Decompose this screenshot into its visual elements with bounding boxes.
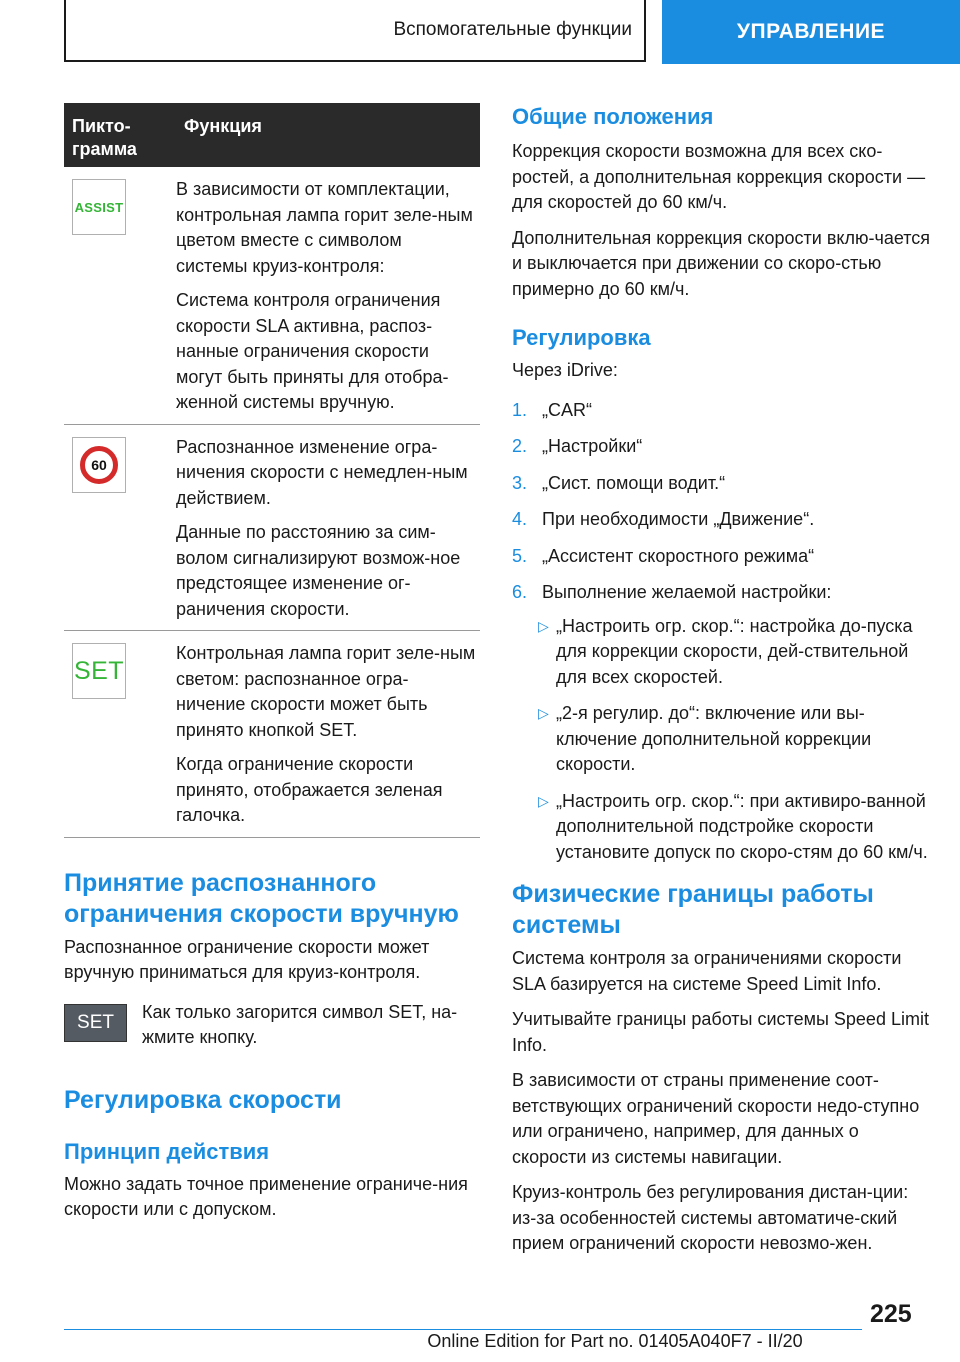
limits-text-4: Круиз-контроль без регулирования дистан-ции: из-за особенностей системы автоматиче-ский прием ограничений скорости невозмо-жен. — [512, 1182, 909, 1253]
limits-text-2: Учитывайте границы работы системы Speed Limit Info. — [512, 1009, 929, 1055]
limits-text-3: В зависимости от страны применение соот-ветствующих ограничений скорости недо-ступно или ограничено, например, для данных о скорости из системы навигации. — [512, 1070, 920, 1167]
step-text: Выполнение желаемой настройки: — [542, 582, 832, 602]
row-text: Когда ограничение скорости принято, отображается зеленая галочка. — [176, 754, 443, 825]
triangle-bullet-icon: ▷ — [538, 705, 549, 721]
header-section-box — [64, 0, 646, 62]
set-indicator-icon — [72, 643, 126, 699]
list-item: 4. При необходимости „Движение“. — [512, 507, 932, 533]
general-text-2: Дополнительная коррекция скорости вклю-чается и выключается при движении со скоро-стью примерно до 60 км/ч. — [512, 227, 931, 299]
substeps-list — [512, 614, 932, 866]
set-button-text: Как только загорится символ SET, на-жмите кнопку. — [142, 1001, 458, 1047]
right-column — [512, 103, 932, 1257]
heading-system-limits: Физические границы работы системы — [512, 880, 874, 939]
list-item: 6. Выполнение желаемой настройки: ▷ „Настроить огр. скор.“: настройка до-пуска для коррекции скорости, дей-ствительной для всех скоростей. ▷ „2-я регулир. до“: включение или вы-ключение дополнительной коррекции скорости. ▷ „Настроить огр. скор.“: при активиро-ванной дополнительной подстройке скорости установите допуск по скоро-стям до 60 км/ч. — [512, 580, 932, 865]
step-text: „Ассистент скоростного режима“ — [542, 545, 815, 566]
limits-text-1: Система контроля за ограничениями скорости SLA базируется на системе Speed Limit Info. — [512, 948, 902, 994]
table-header — [64, 103, 480, 167]
accept-text: Распознанное ограничение скорости может вручную приниматься для круиз-контроля. — [64, 936, 430, 982]
page-number: 225 — [870, 1300, 912, 1328]
row-text: Распознанное изменение огра-ничения скорости с немедлен-ным действием. — [176, 436, 468, 508]
triangle-bullet-icon: ▷ — [538, 617, 549, 634]
left-column — [64, 103, 480, 1223]
principle-text: Можно задать точное применение ограниче-ния скорости или с допуском. — [64, 1173, 468, 1219]
speed-limit-sign — [80, 446, 118, 484]
speed-limit-value: 60 — [91, 456, 107, 473]
assist-indicator-label: ASSIST — [74, 199, 124, 215]
steps-list — [512, 398, 932, 866]
table-header-pictogram-line2: грамма — [72, 139, 137, 159]
header-chapter-tab — [662, 0, 960, 64]
list-item: 2. „Настройки“ — [512, 434, 932, 460]
list-item: 5. „Ассистент скоростного режима“ — [512, 544, 932, 570]
table-row — [64, 425, 480, 632]
list-item: 1. „CAR“ — [512, 398, 932, 424]
heading-accept-limit: Принятие распознанного ограничения скорости вручную — [64, 868, 459, 928]
heading-principle: Принцип действия — [64, 1138, 270, 1164]
general-text-1: Коррекция скорости возможна для всех ско-ростей, а дополнительная коррекция скорости — для скоростей до 60 км/ч. — [512, 141, 926, 212]
table-header-function: Функция — [184, 116, 262, 136]
header-chapter-title: УПРАВЛЕНИЕ — [736, 20, 886, 43]
set-button-instruction — [64, 1000, 480, 1051]
row-text: Система контроля ограничения скорости SLA активна, распоз-нанные ограничения скорости могут быть приняты для отобра-женной системы вручную. — [176, 290, 449, 412]
list-item — [512, 614, 932, 691]
list-item — [512, 789, 932, 866]
set-button-icon — [64, 1004, 127, 1042]
triangle-bullet-icon: ▷ — [538, 792, 549, 809]
footer-edition: Online Edition for Part no. 01405A040F7 - II/20 — [427, 1331, 803, 1351]
heading-speed-regulation: Регулировка скорости — [64, 1085, 342, 1114]
substep-text: „2-я регулир. до“: включение или вы-ключение дополнительной коррекции скорости. — [556, 703, 872, 774]
heading-general: Общие положения — [512, 104, 714, 129]
footer-divider — [64, 1329, 862, 1330]
list-item: 3. „Сист. помощи водит.“ — [512, 471, 932, 497]
set-indicator-label: SET — [73, 656, 125, 685]
table-header-pictogram — [64, 115, 184, 161]
table-row — [64, 167, 480, 425]
step-text: При необходимости „Движение“. — [542, 509, 815, 529]
set-button-label: SET — [77, 1011, 114, 1033]
pictogram-table — [64, 103, 480, 838]
row-text: В зависимости от комплектации, контрольная лампа горит зеле-ным цветом вместе с символом системы круиз-контроля: — [176, 179, 473, 276]
step-text: „Настройки“ — [542, 436, 643, 456]
table-row — [64, 631, 480, 838]
header-section-title: Вспомогательные функции — [393, 19, 632, 40]
substep-text: „Настроить огр. скор.“: при активиро-ванной дополнительной подстройке скорости установите допуск по скоро-стям до 60 км/ч. — [556, 790, 928, 862]
substep-text: „Настроить огр. скор.“: настройка до-пуска для коррекции скорости, дей-ствительной для всех скоростей. — [556, 615, 913, 687]
heading-adjustment: Регулировка — [512, 325, 651, 350]
row-text: Данные по расстоянию за сим-волом сигнализируют возмож-ное предстоящее изменение ог-раничения скорости. — [176, 522, 461, 619]
row-text: Контрольная лампа горит зеле-ным светом: распознанное огра-ничение скорости может быть принято кнопкой SET. — [176, 643, 476, 740]
assist-indicator-icon — [72, 179, 126, 235]
list-item — [512, 701, 932, 778]
speed-limit-sign-icon — [72, 437, 126, 493]
table-header-pictogram-line1: Пикто- — [72, 116, 131, 136]
step-text: „CAR“ — [542, 399, 592, 420]
step-text: „Сист. помощи водит.“ — [542, 472, 726, 493]
via-idrive: Через iDrive: — [512, 360, 618, 380]
